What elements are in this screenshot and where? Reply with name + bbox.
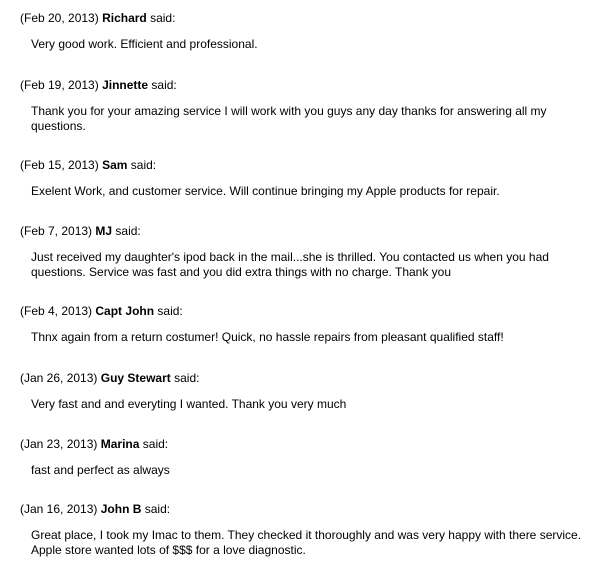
review-text: Very good work. Efficient and professional. bbox=[31, 37, 258, 51]
reviewer-name: Marina bbox=[100, 437, 140, 451]
reviewer-name: Richard bbox=[102, 11, 147, 25]
review-said: said: bbox=[150, 11, 176, 25]
review-text: Great place, I took my Imac to them. They checked it thoroughly and was very happy with there service. Apple store wanted lots of $$$ for a love diagnostic. bbox=[31, 528, 582, 557]
reviewer-name: John B bbox=[100, 502, 142, 516]
review-text: Very fast and and everyting I wanted. Thank you very much bbox=[31, 397, 347, 411]
reviewer-name: MJ bbox=[95, 224, 113, 238]
review-said: said: bbox=[157, 304, 183, 318]
review-header bbox=[20, 502, 170, 517]
review-header bbox=[20, 304, 183, 319]
review-said: said: bbox=[144, 502, 171, 516]
review-date: (Jan 23, 2013) bbox=[20, 437, 98, 451]
review-said: said: bbox=[142, 437, 169, 451]
review-header bbox=[20, 224, 141, 239]
review-date: (Feb 19, 2013) bbox=[20, 78, 99, 92]
review-date: (Feb 7, 2013) bbox=[20, 224, 93, 238]
reviewer-name: Capt John bbox=[95, 304, 155, 318]
review-header bbox=[20, 78, 177, 93]
review-header bbox=[20, 11, 175, 26]
review-text: Exelent Work, and customer service. Will continue bringing my Apple products for repair. bbox=[31, 184, 500, 198]
review-date: (Feb 15, 2013) bbox=[20, 158, 99, 172]
review-header bbox=[20, 437, 168, 452]
review-text: Thank you for your amazing service I will work with you guys any day thanks for answering all my questions. bbox=[31, 104, 547, 133]
review-date: (Feb 20, 2013) bbox=[20, 11, 99, 25]
review-date: (Feb 4, 2013) bbox=[20, 304, 93, 318]
review-text: Thnx again from a return costumer! Quick, no hassle repairs from pleasant qualified staff! bbox=[31, 330, 504, 344]
reviewer-name: Sam bbox=[102, 158, 128, 172]
review-text: fast and perfect as always bbox=[31, 463, 170, 477]
reviewer-name: Jinnette bbox=[102, 78, 149, 92]
review-said: said: bbox=[174, 371, 200, 385]
review-date: (Jan 16, 2013) bbox=[20, 502, 98, 516]
review-header bbox=[20, 371, 199, 386]
review-header bbox=[20, 158, 156, 173]
review-said: said: bbox=[115, 224, 141, 238]
review-said: said: bbox=[151, 78, 177, 92]
review-date: (Jan 26, 2013) bbox=[20, 371, 98, 385]
review-text: Just received my daughter's ipod back in the mail...she is thrilled. You contacted us when you had questions. Service was fast and you did extra things with no charge. Thank you bbox=[31, 250, 549, 279]
review-said: said: bbox=[130, 158, 157, 172]
reviewer-name: Guy Stewart bbox=[100, 371, 171, 385]
